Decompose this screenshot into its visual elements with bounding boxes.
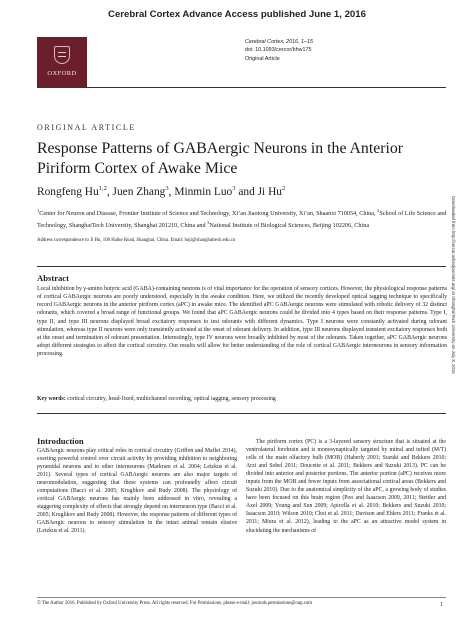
keywords: [37, 396, 447, 402]
keywords-divider: [37, 413, 446, 414]
author-name: Juen Zhang: [112, 185, 166, 198]
introduction-left-column: GABAergic neurons play critical roles in cortical circuitry (Griffen and Maffei 2014), exerting powerful control over circuit activity by providing inhibition to neighboring pyramidal neurons and to other interneurons (Markram et al. 2004; Letzkus et al. 2011). Several types of cortical GABAergic neurons are also major targets of neuromodulation, suggesting that these systems can profoundly affect circuit computations (Bacci et al. 2005; Kruglikov and Rudy 2008). The physiology of cortical GABAergic neurons has mainly been addressed in vitro, revealing a staggering complexity of effects that strongly depend on interneuron type (Bacci et al. 2005; Kruglikov and Rudy 2008). However, the response patterns of different types of GABAergic neurons to sensory stimulation in the intact animal remain elusive (Letzkus et al. 2011).: [37, 448, 237, 535]
introduction-heading: Introduction: [37, 436, 84, 446]
author-affiliation-mark: 2: [282, 185, 286, 192]
author-separator: ,: [106, 185, 113, 198]
download-note: [451, 196, 461, 386]
abstract-text: Local inhibition by γ-amino butyric acid (GABA)-containing neurons is of vital importance for the operation of sensory cortices. However, the physiological response patterns of cortical GABAergic neurons are poorly understood, especially in the awake condition. Here, we utilized the recently developed optical tagging technique to specifically record GABAergic neurons in the anterior piriform cortex (aPC) in awake mice. The identified aPC GABAergic neurons were stimulated with robotic delivery of 32 distinct odorants, which covered a broad range of functional groups. We found that aPC GABAergic neurons could be divided into 4 types based on their response patterns. Type I, type II, and type III neurons displayed broad excitatory responses to test odorants with different dynamics. Type I neurons were constantly activated during odorant stimulation, whereas type II neurons were only transiently activated at the onset of odorant delivery. In addition, type III neurons displayed transient excitatory responses both at the onset and termination of odorant presentation. Interestingly, type IV neurons were broadly inhibited by most of the odorants. Taken together, aPC GABAergic neurons adopt different strategies to affect the cortical circuitry. Our results will allow for better understanding of the role of cortical GABAergic interneurons in sensory information processing.: [37, 286, 447, 358]
author-affiliation-mark: 3: [232, 185, 236, 192]
correspondence-address: Address correspondence to Ji Hu, 100 Haike Road, Shanghai, China. Email: huji@shanghaitech.edu.cn: [37, 238, 236, 243]
doi-link[interactable]: doi: 10.1093/cercor/bhw175: [245, 47, 312, 54]
affiliation-text: National Institute of Biological Sciences, Beijing 102206, China: [209, 222, 370, 230]
publication-banner: Cerebral Cortex Advance Access published June 1, 2016: [108, 9, 366, 20]
introduction-right-column: The piriform cortex (PC) is a 3-layered sensory structure that is situated at the ventrolateral forebrain and is monosynaptically targeted by mitral and tufted (M/T) cells of the main olfactory bulb (MOB) (Haberly 2001; Suzuki and Bekkers 2010; Arzi and Sobel 2011; Doucette et al. 2011; Bekkers and Suzuki 2013). PC can be divided into anterior and posterior portions. The anterior portion (aPC) receives more inputs from the MOB and fewer inputs from associational cortical areas (Bekkers and Suzuki 2010). Due to the anatomical simplicity of the aPC, a growing body of studies have been focused on this brain region (Poo and Isaacson 2009, 2011; Stettler and Axel 2009; Young and Sun 2009; Apicella et al. 2010; Bekkers and Suzuki 2010; Isaacson 2010; Wilson 2010; Choi et al. 2011; Davison and Ehlers 2011; Franks et al. 2011; Miura et al. 2012), leading to the aPC as an attractive model system in elucidating the mechanisms of: [246, 439, 446, 534]
author-separator: ,: [168, 185, 175, 198]
header-divider: [37, 87, 446, 88]
journal-meta: [245, 38, 313, 63]
journal-citation: Cerebral Cortex, 2016, 1–15: [245, 39, 314, 45]
copyright-notice: © The Author 2016. Published by Oxford University Press. All rights reserved. For Permissions, please e-mail: journals.permissions@oup.com: [37, 601, 312, 606]
affiliations: [37, 206, 449, 230]
article-type: ORIGINAL ARTICLE: [37, 123, 136, 132]
logo-text: OXFORD: [47, 70, 77, 77]
footer-divider: [37, 597, 446, 598]
keywords-label: Key words:: [37, 396, 66, 402]
author-list: [37, 185, 285, 198]
author-separator: and: [235, 185, 258, 198]
affiliation-text: School of Life Science and Technology, ShanghaiTech University, Shanghai 201210, China and: [37, 210, 447, 230]
abstract-top-divider: [37, 266, 446, 267]
edition-label: Original Article: [245, 55, 280, 62]
page-number: 1: [440, 602, 443, 608]
author-affiliation-mark: 3: [165, 185, 169, 192]
author-name: Minmin Luo: [174, 185, 233, 198]
crest-icon: [54, 46, 70, 64]
keywords-text: cortical circuitry, head-fixed, multichannel recording, optical tagging, sensory processing: [67, 396, 276, 402]
author-name: Ji Hu: [257, 185, 282, 198]
author-name: Rongfeng Hu: [37, 185, 99, 198]
affiliation-text: Center for Neuron and Disease, Frontier Institute of Science and Technology, Xi’an Jiaotong University, Xi’an, Shaanxi 710054, China,: [39, 210, 378, 218]
author-affiliation-mark: 1,2: [98, 185, 107, 192]
affiliation-number: 3: [207, 220, 210, 226]
oxford-logo: [37, 37, 87, 87]
affiliation-number: 1: [37, 208, 40, 213]
affiliation-number: 2: [377, 208, 380, 213]
abstract-heading: Abstract: [37, 273, 69, 283]
article-title: Response Patterns of GABAergic Neurons in the Anterior Piriform Cortex of Awake Mice: [37, 140, 404, 177]
download-note-text: Downloaded from http://cercor.oxfordjournals.org/ at ShanghaiTech University on July 8, 2016: [451, 196, 456, 374]
